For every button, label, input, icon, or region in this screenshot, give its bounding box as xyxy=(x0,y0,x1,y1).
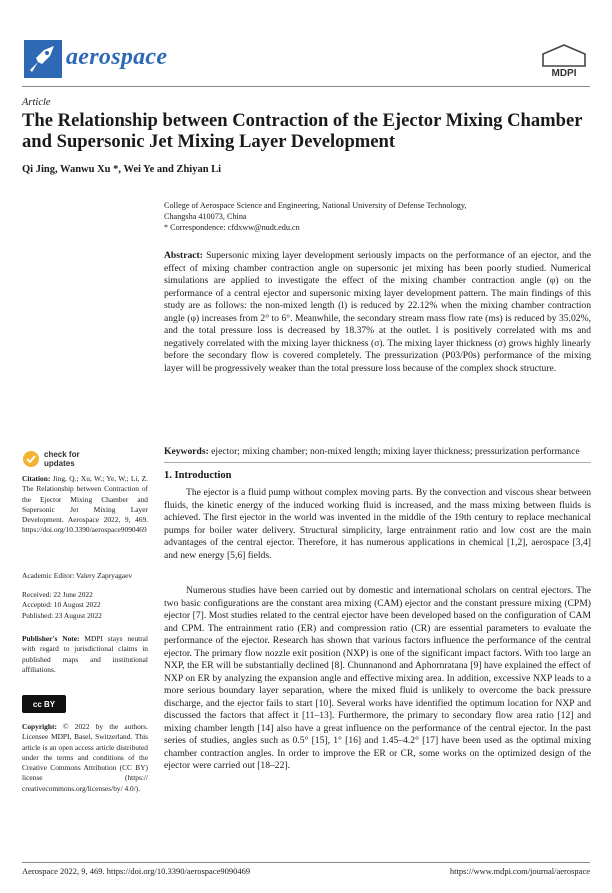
journal-name: aerospace xyxy=(66,44,168,70)
section-heading: 1. Introduction xyxy=(164,470,232,481)
footer-divider xyxy=(22,862,590,863)
dates-block xyxy=(22,590,148,621)
keywords xyxy=(164,446,591,459)
affiliation-block xyxy=(164,200,591,233)
journal-logo-icon xyxy=(24,40,62,78)
publisher-note-label: Publisher's Note: xyxy=(22,634,80,643)
check-updates-icon xyxy=(22,450,40,468)
copyright-block xyxy=(22,722,148,794)
check-for-updates-button[interactable] xyxy=(22,450,80,468)
article-type: Article xyxy=(22,97,51,108)
check-updates-label: check for xyxy=(44,450,80,459)
citation-block xyxy=(22,474,148,536)
correspondence-email[interactable]: * Correspondence: cfdxww@nudt.edu.cn xyxy=(164,223,300,232)
academic-editor: Academic Editor: Valery Zapryagaev xyxy=(22,571,133,580)
affiliation-line: Changsha 410073, China xyxy=(164,212,247,221)
citation-text: Jing, Q.; Xu, W.; Ye, W.; Li, Z. The Relationship between Contraction of the Ejector Mixing Chamber and Supersonic Jet Mixing Layer Development. Aerospace 2022, 9, 469. https://doi.org/10.3390/aerospace9090469 xyxy=(22,474,148,535)
received-date: Received: 22 June 2022 xyxy=(22,590,93,599)
article-title: The Relationship between Contraction of the Ejector Mixing Chamber and Supersonic Jet Mixing Layer Development xyxy=(22,110,583,152)
copyright-text: © 2022 by the authors. Licensee MDPI, Basel, Switzerland. This article is an open access article distributed under the terms and conditions of the Creative Commons Attribution (CC BY) license (https:// creativecommons.org/licenses/by/ 4.0/). xyxy=(22,722,148,793)
footer-citation[interactable]: Aerospace 2022, 9, 469. https://doi.org/10.3390/aerospace9090469 xyxy=(22,866,251,876)
published-date: Published: 23 August 2022 xyxy=(22,610,102,620)
citation-label: Citation: xyxy=(22,474,51,483)
cc-badge-label: cc BY xyxy=(32,699,56,709)
keywords-text: ejector; mixing chamber; non-mixed length; mixing layer thickness; pressurization performance xyxy=(211,446,580,457)
footer-journal-url[interactable]: https://www.mdpi.com/journal/aerospace xyxy=(449,866,590,876)
abstract xyxy=(164,250,591,375)
author-list: Qi Jing, Wanwu Xu *, Wei Ye and Zhiyan Li xyxy=(22,164,222,175)
accepted-date: Accepted: 10 August 2022 xyxy=(22,600,101,610)
publisher-note xyxy=(22,634,148,675)
publisher-note-text: MDPI stays neutral with regard to jurisdictional claims in published maps and institutional affiliations. xyxy=(22,634,148,674)
publisher-name: MDPI xyxy=(551,68,577,79)
abstract-text: Supersonic mixing layer development seriously impacts on the performance of an ejector, and the effect of mixing chamber contraction angle on supersonic jet mixing has been poorly studied. Numerical simulations are applied to investigate the effect of the mixing chamber contraction angle (φ) on the performance of a central ejector and supersonic mixing layer development pattern. The main findings of this study are as follows: the non-mixed length (l) is reduced by 22.12% when the mixing chamber contraction angle (φ) increases from 2° to 6°. Meanwhile, the secondary stream mass flow rate (ms) is reduced by 35.02%, and the total pressure loss is decreased by 18.37% at the outlet. l is positively correlated with ms and negatively correlated with the mixing layer thickness (σ). The mixing layer thickness (σ) grows highly linearly before the secondary flow is covered completely. The pressurization (P03/P0s) performance of the mixing layer will be progressively weaker than the total pressure loss because of the complex shock structure. xyxy=(164,250,591,374)
affiliation-line: College of Aerospace Science and Engineering, National University of Defense Technology, xyxy=(164,201,467,210)
cc-by-license-icon[interactable] xyxy=(22,695,66,713)
paragraph: The ejector is a fluid pump without complex moving parts. By the convection and viscous shear between fluids, the kinetic energy of the induced working fluid is increased, and the mass mixing between fluids is achieved. The first ejector in the world was invented in the middle of the 19th century to replace mechanical pumps for boiler water delivery. Structural simplicity, large entrainment ratio and low cost are the main advantages of the central ejector. Therefore, it has numerous applications in chemical [1,2], aerospace [3,4] and new energy [5,6] fields. xyxy=(164,487,591,561)
header-divider xyxy=(22,86,590,87)
abstract-label: Abstract: xyxy=(164,250,203,261)
copyright-label: Copyright: xyxy=(22,722,57,731)
keywords-divider xyxy=(164,462,591,463)
check-updates-label: updates xyxy=(44,459,75,468)
paragraph: Numerous studies have been carried out by domestic and international scholars on central ejectors. The two basic configurations are the constant area mixing (CAM) ejector and the constant pressure mixing (CPM) ejector [7]. Most studies related to the central ejector have been developed based on the configuration of CAM and CPM. The entrainment ratio (ER) and compression ratio (CR) are essential parameters to evaluate the performance of the ejector. Research has shown that various factors influence the performance of the central ejector. The primary flow nozzle exit position (NXP) is one of the significant impact factors. With too large an NXP, the ER will be substantially declined [8]. Chunnanond and Aphornratana [9] have explained the effect of NXP on ER by analyzing the expansion angle and effective mixing area. In addition, excessive NXP leads to a more serious boundary layer separation, where the mixed fluid is unlikely to overcome the back pressure discharge, and the ejector fails to start [10]. Several works have identified the optimum location for NXP and discussed the factors that affect it [11–13]. Furthermore, the primary to secondary flow area ratio [12] and mixing chamber length [14] also have a great influence on the performance of the central ejector. In the past series of studies, angles such as 0.5° [15], 1° [16] and 1.45–4.2° [17] have been used as the optimal mixing chamber contraction angles. In order to improve the ER or CR, some works on the optimized design of the ejector were carried out [18–22]. xyxy=(164,585,591,771)
keywords-label: Keywords: xyxy=(164,446,209,457)
